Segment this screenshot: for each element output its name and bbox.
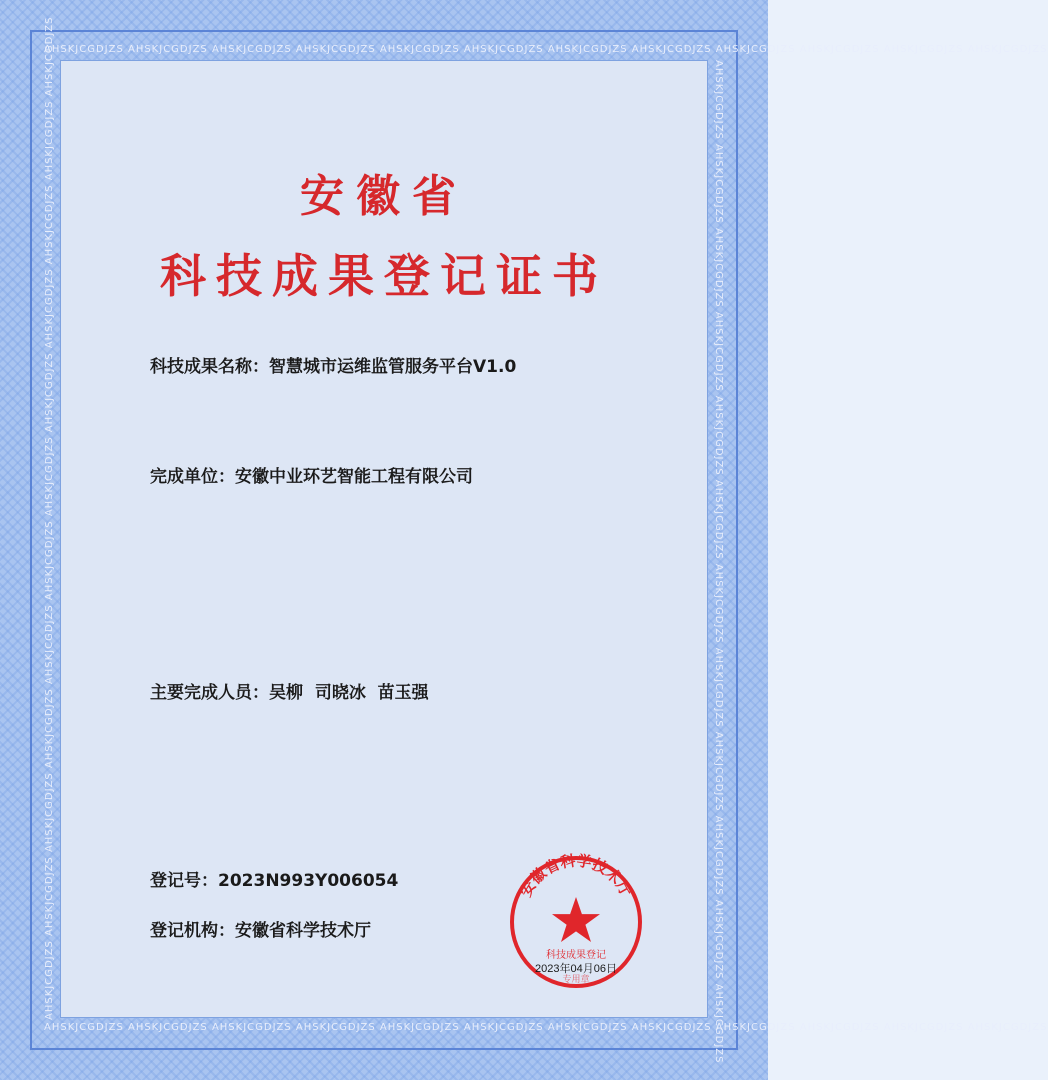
seal-sub-text: 专用章 <box>562 975 590 985</box>
border-text-bottom: AHSKJCGDJZS AHSKJCGDJZS AHSKJCGDJZS AHSKJCGDJZS AHSKJCGDJZS AHSKJCGDJZS AHSKJCGDJZS AHSKJCGDJZS AHSKJCGDJZS AHSKJCGDJZS AHSKJCGDJZS AHSKJCGDJZS <box>44 1022 1048 1033</box>
official-seal <box>506 852 646 992</box>
seal-star-icon <box>552 897 600 942</box>
registration-agency-value: 安徽省科学技术厅 <box>235 921 371 941</box>
certificate-title: 科技成果登记证书 <box>160 249 608 303</box>
certificate-title-province: 安徽省 <box>300 171 468 222</box>
registration-number-value: 2023N993Y006054 <box>218 871 399 891</box>
completion-unit-label: 完成单位： <box>150 467 235 487</box>
registration-agency-row <box>150 916 371 941</box>
registration-agency-label: 登记机构： <box>150 921 235 941</box>
achievement-name-row <box>150 352 516 377</box>
achievement-name-value: 智慧城市运维监管服务平台V1.0 <box>269 357 517 377</box>
main-personnel-row <box>150 678 429 703</box>
seal-date: 2023年04月06日 <box>535 963 617 975</box>
seal-inner-text: 科技成果登记 <box>546 950 606 961</box>
border-text-right: AHSKJCGDJZS AHSKJCGDJZS AHSKJCGDJZS AHSKJCGDJZS AHSKJCGDJZS AHSKJCGDJZS AHSKJCGDJZS AHSKJCGDJZS AHSKJCGDJZS AHSKJCGDJZS AHSKJCGDJZS AHSKJCGDJZS <box>713 60 724 1064</box>
registration-number-row <box>150 866 398 891</box>
registration-number-label: 登记号： <box>150 871 218 891</box>
main-personnel-value: 吴柳 司晓冰 苗玉强 <box>269 683 429 703</box>
completion-unit-row <box>150 462 473 487</box>
achievement-name-label: 科技成果名称： <box>150 357 269 377</box>
completion-unit-value: 安徽中业环艺智能工程有限公司 <box>235 467 473 487</box>
border-text-left: AHSKJCGDJZS AHSKJCGDJZS AHSKJCGDJZS AHSKJCGDJZS AHSKJCGDJZS AHSKJCGDJZS AHSKJCGDJZS AHSKJCGDJZS AHSKJCGDJZS AHSKJCGDJZS AHSKJCGDJZS AHSKJCGDJZS <box>44 16 55 1020</box>
seal-outer-text: 安徽省科学技术厅 <box>516 852 636 900</box>
main-personnel-label: 主要完成人员： <box>150 683 269 703</box>
border-text-top: AHSKJCGDJZS AHSKJCGDJZS AHSKJCGDJZS AHSKJCGDJZS AHSKJCGDJZS AHSKJCGDJZS AHSKJCGDJZS AHSKJCGDJZS AHSKJCGDJZS AHSKJCGDJZS AHSKJCGDJZS AHSKJCGDJZS <box>44 44 1048 55</box>
